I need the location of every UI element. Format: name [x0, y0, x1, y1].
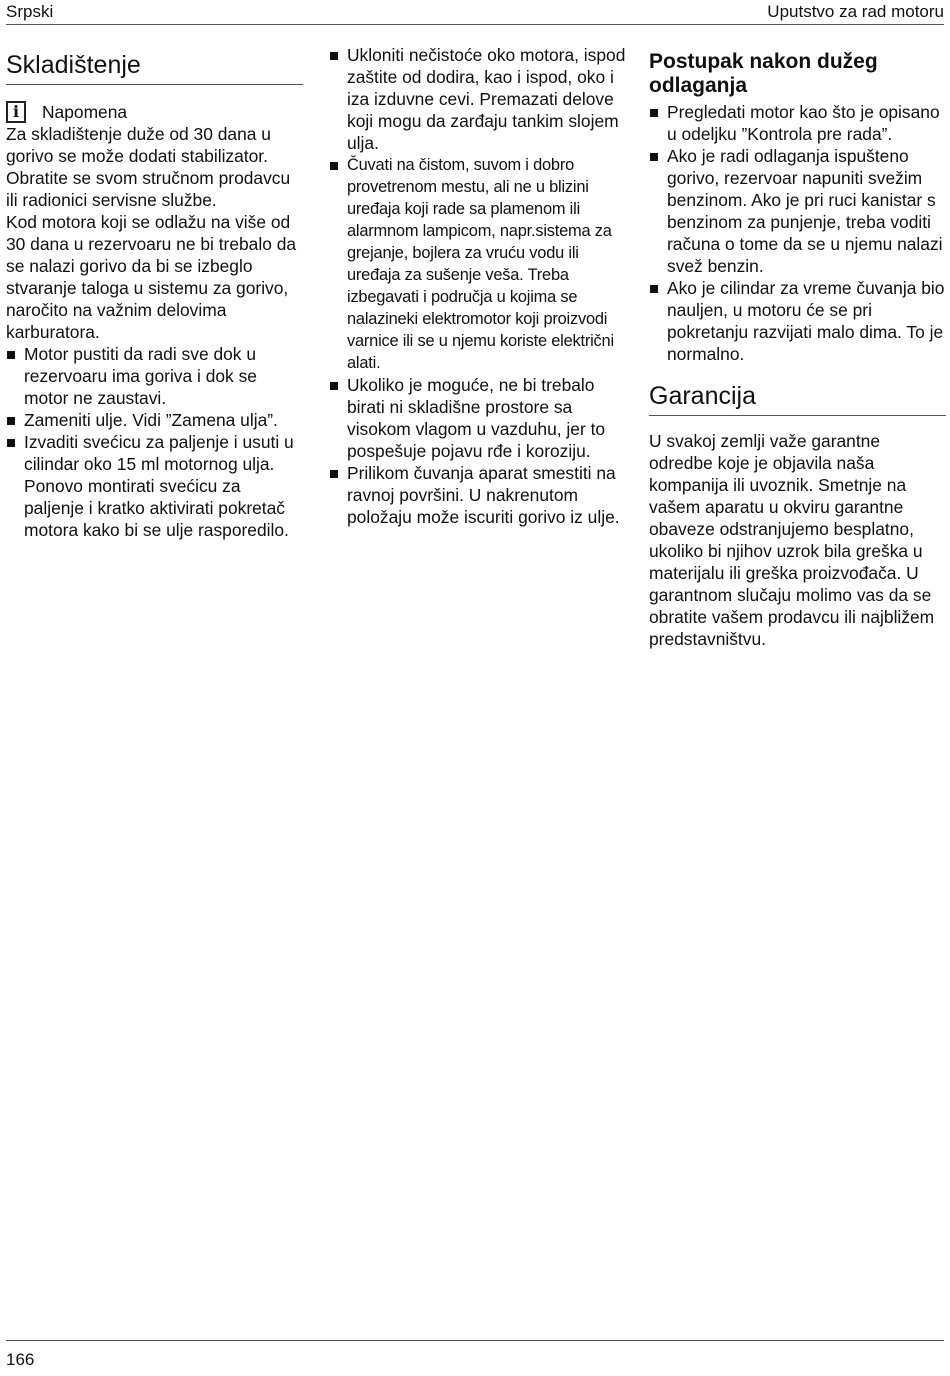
warranty-text: U svakoj zemlji važe garantne odredbe koje je objavila naša kompanija ili uvoznik. Smetnje na vašem aparatu u okviru garantne obaveze odstranjujemo besplatno, ukoliko bi njihov uzrok bila greška u materijalu ili greška proizvođača. U garantnom slučaju molimo vas da se obratite vašem prodavcu ili najbližem predstavništvu.	[649, 431, 935, 649]
column-right	[649, 44, 946, 650]
header-manual-title: Uputstvo za rad motoru	[767, 2, 944, 21]
page-footer	[6, 1340, 944, 1376]
list-item: Ako je cilindar za vreme čuvanja bio nauljen, u motoru će se pri pokretanju razvijati malo dima. To je normalno.	[649, 277, 946, 365]
note-header	[6, 101, 303, 123]
list-item: Pregledati motor kao što je opisano u odeljku ”Kontrola pre rada”.	[649, 101, 946, 145]
note-box	[6, 101, 303, 211]
section-title-after-storage: Postupak nakon dužeg odlaganja	[649, 50, 878, 97]
page-header	[6, 0, 944, 25]
note-title: Napomena	[42, 102, 128, 122]
note-text: Za skladištenje duže od 30 dana u gorivo se može dodati stabilizator. Obratite se svom stručnom prodavcu ili radionici servisne službe.	[6, 124, 291, 210]
list-item: Ukoliko je moguće, ne bi trebalo birati ni skladišne prostore sa visokom vlagom u vazduhu, jer to pospešuje pojavu rđe i koroziju.	[329, 374, 626, 462]
list-item: Motor pustiti da radi sve dok u rezervoaru ima goriva i dok se motor ne zaustavi.	[6, 343, 303, 409]
storage-bullet-list	[6, 343, 303, 541]
list-item: Izvaditi svećicu za paljenje i usuti u cilindar oko 15 ml motornog ulja. Ponovo montirati svećicu za paljenje i kratko aktivirati pokretač motora kako bi se ulje rasporedilo.	[6, 431, 303, 541]
section-title-warranty: Garancija	[649, 381, 946, 416]
storage-bullet-list-continued	[329, 44, 626, 528]
storage-paragraph: Kod motora koji se odlažu na više od 30 dana u rezervoaru ne bi trebalo da se nalazi gorivo da bi se izbeglo stvaranje taloga u sistemu za gorivo, naročito na važnim delovima karburatora.	[6, 212, 297, 342]
list-item: Zameniti ulje. Vidi ”Zamena ulja”.	[6, 409, 303, 431]
list-item: Prilikom čuvanja aparat smestiti na ravnoj površini. U nakrenutom položaju može iscuriti gorivo iz ulje.	[329, 462, 626, 528]
list-item: Čuvati na čistom, suvom i dobro provetrenom mestu, ali ne u blizini uređaja koji rade sa plamenom ili alarmnom lampicom, napr.sistema za grejanje, bojlera za vruću vodu ili uređaja za sušenje veša. Treba izbegavati i područja u kojima se nalazineki elektromotor koji proizvodi varnice ili se u njemu koriste električni alati.	[329, 154, 626, 374]
section-title-storage: Skladištenje	[6, 50, 303, 85]
info-icon: i	[6, 101, 26, 123]
list-item: Ukloniti nečistoće oko motora, ispod zaštite od dodira, kao i ispod, oko i iza izduvne cevi. Premazati delove koji mogu da zarđaju tankim slojem ulja.	[329, 44, 626, 154]
column-middle	[329, 44, 626, 528]
after-storage-bullet-list	[649, 101, 946, 365]
column-left	[6, 44, 303, 541]
header-language: Srpski	[6, 2, 54, 21]
page-number: 166	[6, 1350, 35, 1369]
list-item: Ako je radi odlaganja ispušteno gorivo, rezervoar napuniti svežim benzinom. Ako je pri ruci kanistar s benzinom za punjenje, treba voditi računa o tome da se u njemu nalazi svež benzin.	[649, 145, 946, 277]
